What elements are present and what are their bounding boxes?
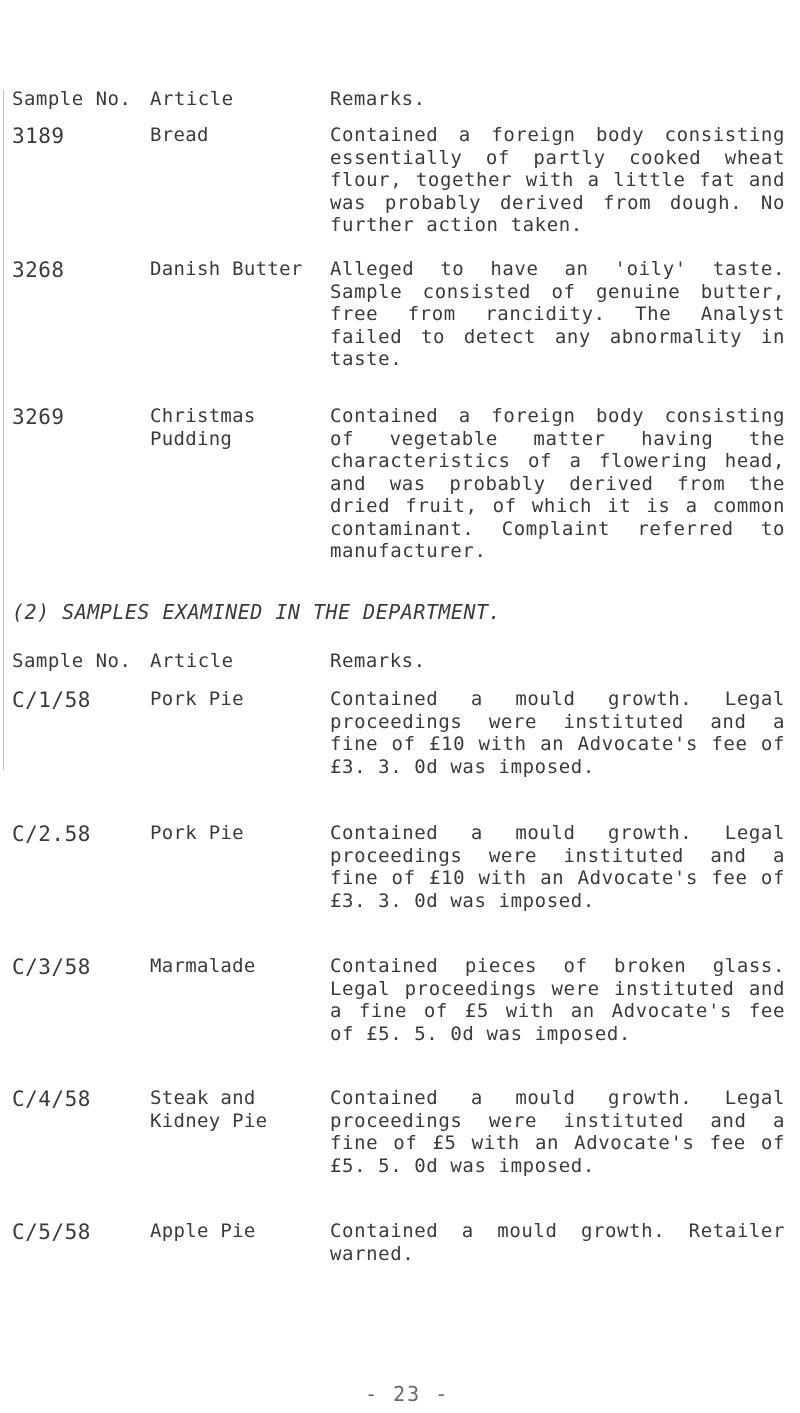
remarks-text: Contained a mould growth. Retailer warned.: [330, 1220, 785, 1265]
remarks-text: Contained a foreign body consisting essentially of partly cooked wheat flour, together with a little fat and was probably derived from dough. No further action taken.: [330, 124, 785, 236]
page-number: - 23 -: [365, 1382, 450, 1406]
table2-header-article: Article: [150, 650, 234, 672]
remarks-text: Contained a mould growth. Legal proceedings were instituted and a fine of £10 with an Advocate's fee of £3. 3. 0d was imposed.: [330, 688, 785, 778]
sample-number: 3189: [12, 124, 65, 148]
remarks-text: Contained a foreign body consisting of vegetable matter having the characteristics of a flowering head, and was probably derived from the dried fruit, of which it is a common contaminant. Complaint referred to manufacturer.: [330, 405, 785, 562]
remarks-text: Contained a mould growth. Legal proceedings were instituted and a fine of £5 with an Advocate's fee of £5. 5. 0d was imposed.: [330, 1087, 785, 1177]
article-name: Bread: [150, 124, 209, 146]
sample-number: 3268: [12, 258, 65, 282]
article-name: Pork Pie: [150, 822, 244, 844]
article-name: Marmalade: [150, 955, 256, 977]
article-name: Apple Pie: [150, 1220, 256, 1242]
table1-header-remarks: Remarks.: [330, 88, 426, 110]
article-name: Steak and Kidney Pie: [150, 1087, 268, 1132]
article-name: Christmas Pudding: [150, 405, 256, 450]
table1-header-sample: Sample No.: [12, 88, 132, 110]
sample-number: C/2.58: [12, 822, 91, 846]
remarks-text: Alleged to have an 'oily' taste. Sample consisted of genuine butter, free from rancidity. The Analyst failed to detect any abnormality in taste.: [330, 258, 785, 370]
sample-number: C/1/58: [12, 688, 91, 712]
article-name: Pork Pie: [150, 688, 244, 710]
sample-number: 3269: [12, 405, 65, 429]
article-name: Danish Butter: [150, 258, 303, 280]
table1-header-article: Article: [150, 88, 234, 110]
table2-header-remarks: Remarks.: [330, 650, 426, 672]
sample-number: C/3/58: [12, 955, 91, 979]
table2-header-sample: Sample No.: [12, 650, 132, 672]
section-title: (2) SAMPLES EXAMINED IN THE DEPARTMENT.: [12, 600, 502, 624]
remarks-text: Contained a mould growth. Legal proceedings were instituted and a fine of £10 with an Advocate's fee of £3. 3. 0d was imposed.: [330, 822, 785, 912]
sample-number: C/5/58: [12, 1220, 91, 1244]
sample-number: C/4/58: [12, 1087, 91, 1111]
scan-edge-line: [3, 90, 4, 770]
remarks-text: Contained pieces of broken glass. Legal proceedings were instituted and a fine of £5 with an Advocate's fee of £5. 5. 0d was imposed.: [330, 955, 785, 1045]
